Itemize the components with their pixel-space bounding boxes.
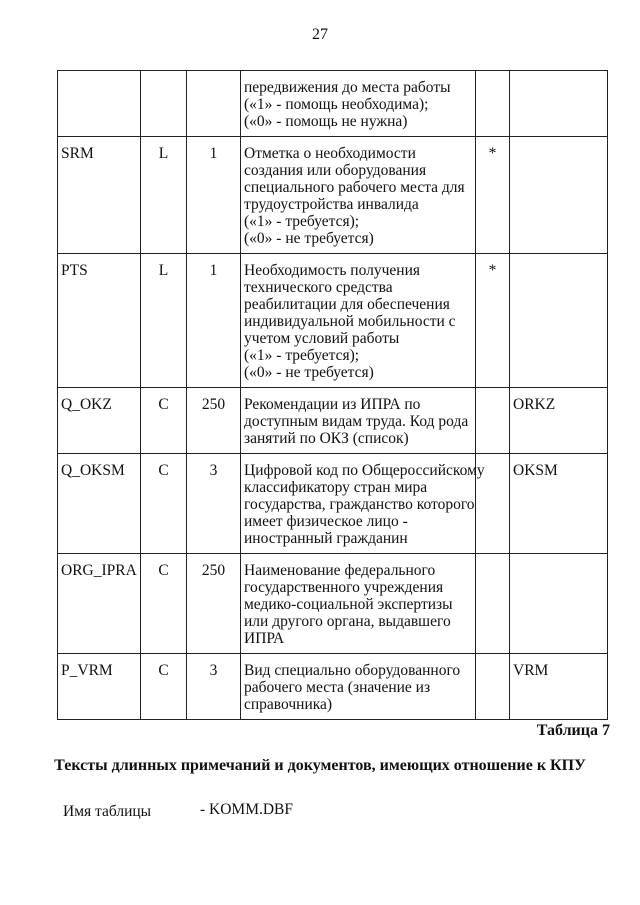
field-type-cell <box>141 71 187 137</box>
field-size-cell: 1 <box>187 137 241 254</box>
field-reference-cell <box>510 554 608 654</box>
description-line: индивидуальной мобильности с <box>244 313 456 330</box>
field-name-cell: Q_OKZ <box>58 388 141 454</box>
field-type-cell: L <box>141 254 187 388</box>
field-name-cell <box>58 71 141 137</box>
field-required-cell <box>476 388 510 454</box>
field-reference-cell <box>510 137 608 254</box>
section-title: Тексты длинных примечаний и документов, имеющих отношение к КПУ <box>54 757 586 774</box>
table-caption: Таблица 7 <box>536 722 610 739</box>
description-line: Наименование федерального <box>244 562 436 579</box>
field-description-cell <box>241 137 476 254</box>
field-name-cell: ORG_IPRA <box>58 554 141 654</box>
field-size-cell: 250 <box>187 554 241 654</box>
field-size-cell: 3 <box>187 454 241 554</box>
description-line: или другого органа, выдавшего <box>244 613 451 630</box>
field-name-cell: PTS <box>58 254 141 388</box>
table-row <box>58 388 608 454</box>
description-line: технического средства <box>244 279 393 296</box>
description-line: занятий по ОКЗ (список) <box>244 430 409 447</box>
field-required-cell: * <box>476 137 510 254</box>
field-description-cell <box>241 388 476 454</box>
table-row <box>58 554 608 654</box>
description-line: иностранный гражданин <box>244 530 408 547</box>
table-name-value: - KOMM.DBF <box>200 801 294 818</box>
field-name-cell: SRM <box>58 137 141 254</box>
field-required-cell <box>476 71 510 137</box>
field-reference-cell <box>510 254 608 388</box>
field-type-cell: C <box>141 654 187 720</box>
field-reference-cell: ORKZ <box>510 388 608 454</box>
field-type-cell: C <box>141 554 187 654</box>
description-line: Цифровой код по Общероссийскому <box>244 462 485 479</box>
field-required-cell <box>476 554 510 654</box>
field-name-cell: Q_OKSM <box>58 454 141 554</box>
field-name-cell: P_VRM <box>58 654 141 720</box>
description-line: («1» - требуется); <box>244 347 360 364</box>
field-required-cell <box>476 654 510 720</box>
table-row <box>58 454 608 554</box>
field-reference-cell: OKSM <box>510 454 608 554</box>
description-line: специального рабочего места для <box>244 179 465 196</box>
description-line: государственного учреждения <box>244 579 444 596</box>
table-name-label: Имя таблицы <box>63 803 152 820</box>
description-line: создания или оборудования <box>244 162 427 179</box>
description-line: справочника) <box>244 696 333 713</box>
field-size-cell: 1 <box>187 254 241 388</box>
field-spec-body <box>58 71 608 720</box>
field-description-cell <box>241 554 476 654</box>
field-required-cell: * <box>476 254 510 388</box>
field-description-cell <box>241 71 476 137</box>
page-number: 27 <box>312 26 328 43</box>
description-line: ИПРА <box>244 630 285 647</box>
table-row <box>58 654 608 720</box>
field-description-cell <box>241 654 476 720</box>
table-row <box>58 71 608 137</box>
description-line: рабочего места (значение из <box>244 679 431 696</box>
description-line: учетом условий работы <box>244 330 400 347</box>
description-line: передвижения до места работы <box>244 79 451 96</box>
description-line: имеет физическое лицо - <box>244 513 408 530</box>
field-type-cell: C <box>141 388 187 454</box>
description-line: Вид специально оборудованного <box>244 662 461 679</box>
description-line: медико-социальной экспертизы <box>244 596 453 613</box>
description-line: («0» - не требуется) <box>244 364 374 381</box>
description-line: трудоустройства инвалида <box>244 196 419 213</box>
field-reference-cell <box>510 71 608 137</box>
field-spec-table <box>57 70 608 720</box>
field-description-cell <box>241 454 485 554</box>
description-line: («1» - помощь необходима); <box>244 96 429 113</box>
field-size-cell <box>187 71 241 137</box>
table-row <box>58 254 608 388</box>
description-line: Отметка о необходимости <box>244 145 416 162</box>
field-size-cell: 250 <box>187 388 241 454</box>
description-line: («1» - требуется); <box>244 213 360 230</box>
description-line: классификатору стран мира <box>244 479 428 496</box>
field-type-cell: C <box>141 454 187 554</box>
field-size-cell: 3 <box>187 654 241 720</box>
description-line: («0» - помощь не нужна) <box>244 113 408 130</box>
description-line: доступным видам труда. Код рода <box>244 413 469 430</box>
description-line: государства, гражданство которого <box>244 496 475 513</box>
field-type-cell: L <box>141 137 187 254</box>
table-row <box>58 137 608 254</box>
description-line: Рекомендации из ИПРА по <box>244 396 421 413</box>
description-line: Необходимость получения <box>244 262 421 279</box>
description-line: реабилитации для обеспечения <box>244 296 450 313</box>
field-description-cell <box>241 254 476 388</box>
field-reference-cell: VRM <box>510 654 608 720</box>
description-line: («0» - не требуется) <box>244 230 374 247</box>
